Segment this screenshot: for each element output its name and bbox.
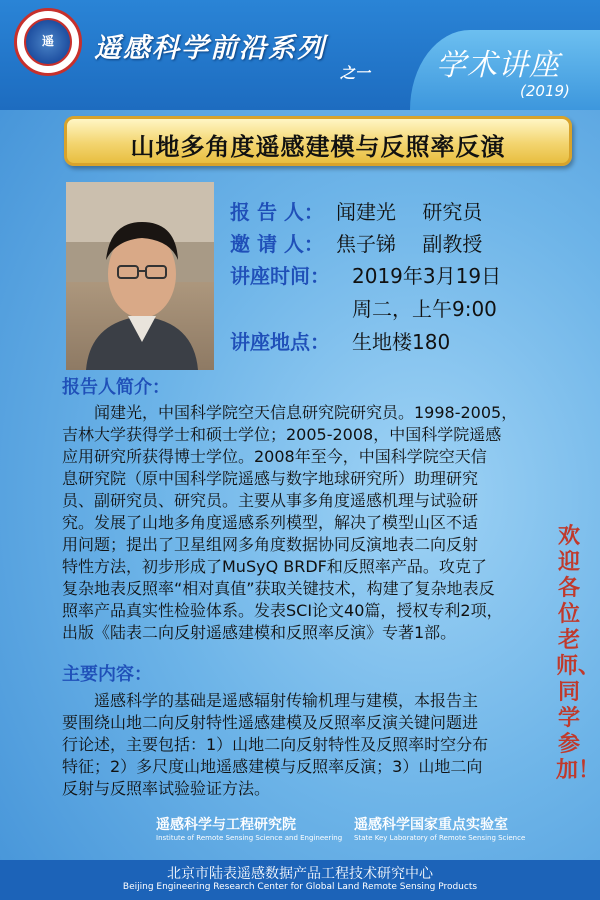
title-banner xyxy=(64,116,572,166)
text-line: 要围绕山地二向反射特性遥感建模及反照率反演关键问题进 xyxy=(62,713,479,732)
text-line: 息研究院（原中国科学院遥感与数字地球研究所）助理研究 xyxy=(62,469,479,488)
text-line: 员、副研究员、研究员。主要从事多角度遥感机理与试验研 xyxy=(62,491,479,510)
logo-emblem-icon xyxy=(24,18,72,66)
time-weekday: 周二，上午9:00 xyxy=(352,297,497,321)
text-line: 复杂地表反照率“相对真值”获取关键技术，构建了复杂地表反 xyxy=(62,579,495,598)
host-value: 焦子锑 副教授 xyxy=(336,232,483,256)
text-line: 特性方法，初步形成了MuSyQ BRDF和反照率产品。攻克了 xyxy=(62,557,487,576)
text-line: 吉林大学获得学士和硕士学位；2005-2008，中国科学院遥感 xyxy=(62,425,502,444)
welcome-invite: 欢迎各位老师、同学参加！ xyxy=(556,524,600,783)
footer-center-en: Beijing Engineering Research Center for Global Land Remote Sensing Products xyxy=(122,882,478,892)
series-title: 遥感科学前沿系列 xyxy=(94,33,326,64)
time-label: 讲座时间： xyxy=(230,264,330,288)
org-lab-name: 遥感科学国家重点实验室 xyxy=(354,817,508,833)
host-label: 邀 请 人： xyxy=(230,232,324,256)
content-heading: 主要内容： xyxy=(62,664,152,685)
text-line: 照率产品真实性检验体系。发表SCI论文40篇，授权专利2项， xyxy=(62,601,503,620)
text-line: 用问题；提出了卫星组网多角度数据协同反演地表二向反射 xyxy=(62,535,479,554)
speaker-photo xyxy=(66,182,214,370)
lecture-year: (2019) xyxy=(520,82,570,100)
time-date: 2019年3月19日 xyxy=(352,264,502,288)
text-line: 应用研究所获得博士学位。2008年至今，中国科学院空天信 xyxy=(62,447,487,466)
logo-text: 遥 xyxy=(41,34,54,48)
text-line: 行论述，主要包括：1）山地二向反射特性及反照率时空分布 xyxy=(62,735,489,754)
series-number: 之一 xyxy=(340,64,371,82)
lecture-label: 学术讲座 xyxy=(436,48,560,83)
text-line: 闻建光，中国科学院空天信息研究院研究员。1998-2005， xyxy=(62,403,518,422)
text-line: 遥感科学的基础是遥感辐射传输机理与建模，本报告主 xyxy=(62,691,479,710)
org-lab-en: State Key Laboratory of Remote Sensing Science xyxy=(354,834,526,842)
org-institute-en: Institute of Remote Sensing Science and Engineering xyxy=(156,834,343,842)
text-line: 反射与反照率试验验证方法。 xyxy=(62,779,271,798)
university-logo xyxy=(14,8,82,76)
text-line: 特征；2）多尺度山地遥感建模与反照率反演；3）山地二向 xyxy=(62,757,483,776)
speaker-label: 报 告 人： xyxy=(230,200,324,224)
speaker-portrait-icon xyxy=(66,182,214,370)
footer-center-name: 北京市陆表遥感数据产品工程技术研究中心 xyxy=(167,866,433,882)
speaker-value: 闻建光 研究员 xyxy=(336,200,483,224)
org-institute-name: 遥感科学与工程研究院 xyxy=(156,817,296,833)
lecture-title: 山地多角度遥感建模与反照率反演 xyxy=(130,133,506,161)
bio-heading: 报告人简介： xyxy=(62,377,170,398)
text-line: 究。发展了山地多角度遥感系列模型，解决了模型山区不适 xyxy=(62,513,479,532)
place-label: 讲座地点： xyxy=(230,330,330,354)
place-value: 生地楼180 xyxy=(352,330,451,354)
text-line: 出版《陆表二向反射遥感建模和反照率反演》专著1部。 xyxy=(62,623,457,642)
